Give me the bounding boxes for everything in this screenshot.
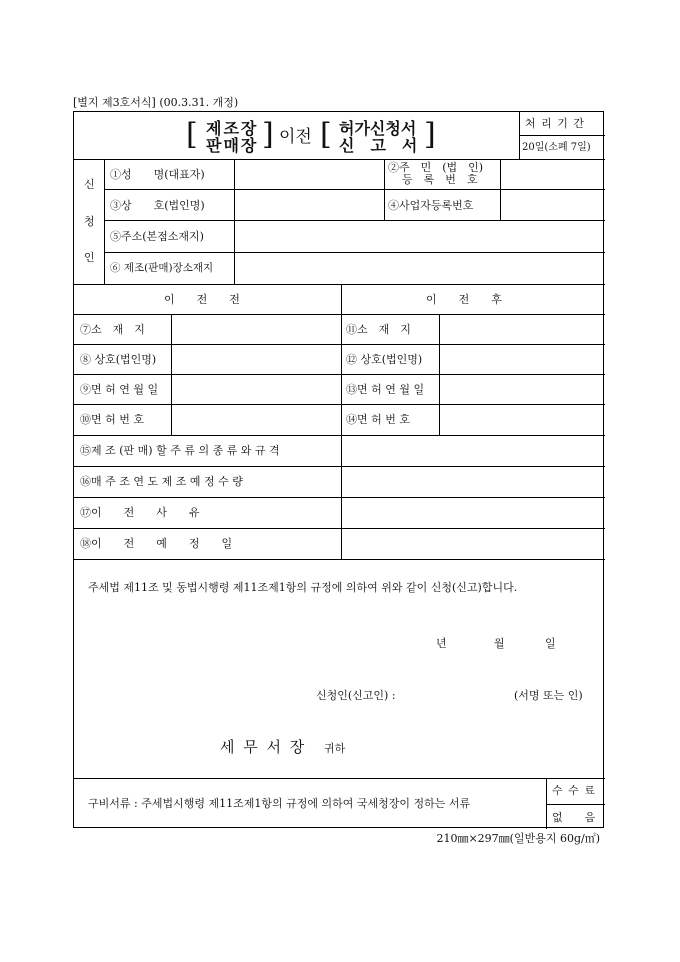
- divider: [546, 804, 605, 805]
- divider: [519, 112, 520, 159]
- divider: [104, 159, 105, 284]
- after-license-number-label: ⑭면 허 번 호: [346, 413, 410, 426]
- divider: [74, 284, 605, 285]
- divider: [546, 778, 547, 829]
- processing-period-label: 처 리 기 간: [525, 117, 585, 130]
- title-option-store: 판매장: [206, 136, 259, 155]
- title-option-factory: 제조장: [206, 119, 259, 138]
- address-label: ⑤주소(본점소재지): [110, 230, 204, 243]
- applicant-signature-label: 신청인(신고인) :: [316, 689, 396, 702]
- divider: [74, 559, 605, 560]
- divider: [74, 404, 605, 405]
- after-license-date-label: ⑬면 허 연 월 일: [346, 383, 425, 396]
- divider: [384, 159, 385, 220]
- form-number: [별지 제3호서식] (00.3.31. 개정): [73, 96, 239, 109]
- before-trade-name-label: ⑧ 상호(법인명): [80, 353, 157, 366]
- date-year-label: 년: [436, 637, 447, 650]
- addressee: 세 무 서 장: [220, 738, 307, 756]
- trade-name-label: ③상 호(법인명): [110, 199, 205, 212]
- after-location-label: ⑪소 재 지: [346, 323, 411, 336]
- divider: [74, 344, 605, 345]
- divider: [74, 435, 605, 436]
- date-day-label: 일: [545, 637, 556, 650]
- divider: [74, 159, 605, 160]
- move-reason-label: ⑰이 전 사 유: [80, 506, 200, 519]
- planned-production-label: ⑯매 주 조 연 도 제 조 예 정 수 량: [80, 475, 243, 488]
- title-option-report: 신 고 서: [339, 136, 418, 155]
- before-location-label: ⑦소 재 지: [80, 323, 145, 336]
- divider: [500, 159, 501, 220]
- addressee-honorific: 귀하: [324, 742, 346, 755]
- divider: [341, 284, 342, 559]
- divider: [104, 189, 605, 190]
- divider: [74, 374, 605, 375]
- resident-number-label: ②주 민 (법 인): [388, 161, 484, 174]
- signature-hint: (서명 또는 인): [514, 689, 583, 702]
- divider: [234, 159, 235, 284]
- business-number-label: ④사업자등록번호: [388, 199, 474, 212]
- bracket-close: ]: [262, 117, 274, 152]
- paper-spec: 210㎜×297㎜(일반용지 60g/㎡): [436, 832, 600, 845]
- title-move: 이전: [279, 127, 312, 147]
- fee-value: 없 음: [552, 811, 596, 824]
- processing-period-value: 20일(소폐 7일): [522, 142, 591, 153]
- divider: [74, 528, 605, 529]
- bracket-open: [: [320, 117, 332, 152]
- title-option-permit: 허가신청서: [339, 119, 417, 138]
- before-license-date-label: ⑨면 허 연 월 일: [80, 383, 159, 396]
- after-move-header: 이 전 후: [426, 293, 502, 306]
- bracket-close: ]: [424, 117, 436, 152]
- move-date-label: ⑱이 전 예 정 일: [80, 537, 233, 550]
- divider: [74, 314, 605, 315]
- divider: [104, 220, 605, 221]
- before-license-number-label: ⑩면 허 번 호: [80, 413, 144, 426]
- divider: [104, 252, 605, 253]
- site-address-label: ⑥ 제조(판매)장소재지: [110, 262, 214, 274]
- divider: [171, 314, 172, 435]
- name-label: ①성 명(대표자): [110, 168, 205, 181]
- divider: [519, 135, 605, 136]
- divider: [74, 466, 605, 467]
- fee-label: 수 수 료: [552, 784, 596, 797]
- after-trade-name-label: ⑫ 상호(법인명): [346, 353, 423, 366]
- applicant-side-label-3: 인: [84, 251, 95, 264]
- divider: [74, 497, 605, 498]
- before-move-header: 이 전 전: [164, 293, 240, 306]
- applicant-side-label-2: 청: [84, 215, 95, 228]
- bracket-open: [: [186, 117, 198, 152]
- application-form: [73, 111, 604, 828]
- required-documents: 구비서류 : 주세법시행령 제11조제1항의 규정에 의하여 국세청장이 정하는 서류: [88, 797, 471, 810]
- divider: [74, 778, 605, 779]
- resident-number-label-2: 등 록 번 호: [402, 173, 478, 186]
- applicant-side-label-1: 신: [84, 178, 95, 191]
- liquor-type-label: ⑮제 조 (판 매) 할 주 류 의 종 류 와 규 격: [80, 444, 280, 457]
- divider: [439, 314, 440, 435]
- date-month-label: 월: [494, 637, 505, 650]
- declaration-statement: 주세법 제11조 및 동법시행령 제11조제1항의 규정에 의하여 위와 같이 신청(신고)합니다.: [88, 581, 518, 594]
